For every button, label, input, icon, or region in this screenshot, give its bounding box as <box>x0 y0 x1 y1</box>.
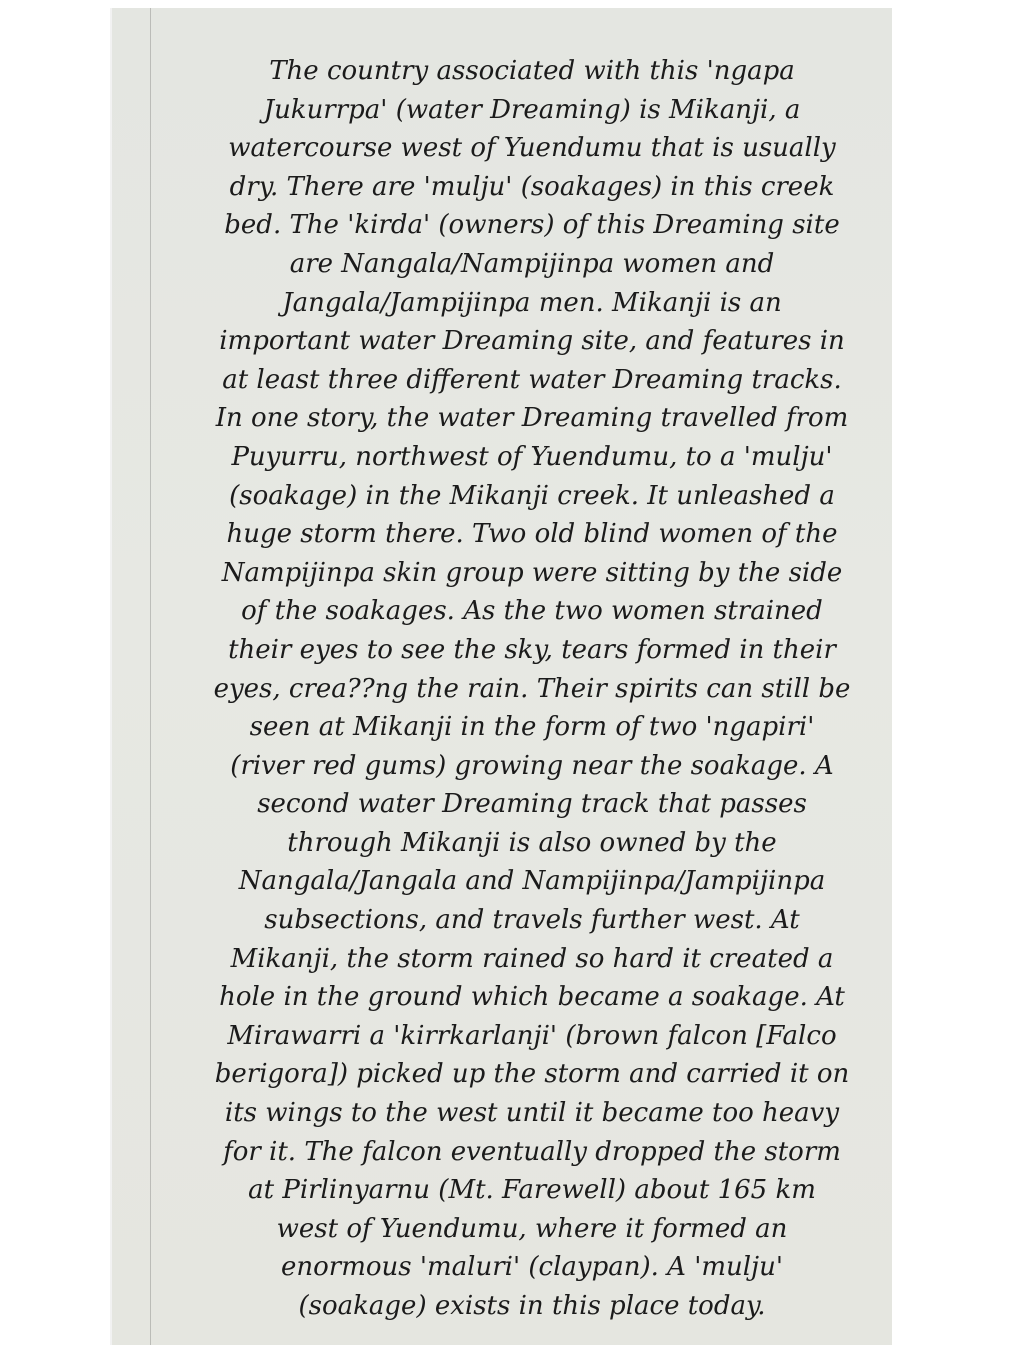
text-line: second water Dreaming track that passes <box>257 789 807 820</box>
text-line: hole in the ground which became a soakage. At <box>219 982 845 1013</box>
text-line: bed. The 'kirda' (owners) of this Dreaming site <box>224 210 840 241</box>
text-line: huge storm there. Two old blind women of the <box>226 519 838 550</box>
dreaming-story-text <box>172 52 892 1326</box>
text-line: Puyurru, northwest of Yuendumu, to a 'mulju' <box>231 441 833 472</box>
text-line: watercourse west of Yuendumu that is usually <box>228 133 836 164</box>
text-line: west of Yuendumu, where it formed an <box>276 1213 788 1244</box>
text-line: seen at Mikanji in the form of two 'ngapiri' <box>249 712 815 743</box>
text-line: The country associated with this 'ngapa <box>269 56 795 86</box>
text-line: Nangala/Jangala and Nampijinpa/Jampijinpa <box>238 866 826 897</box>
text-line: (soakage) in the Mikanji creek. It unleashed a <box>229 480 835 511</box>
text-line: their eyes to see the sky, tears formed in their <box>228 634 836 665</box>
text-line: dry. There are 'mulju' (soakages) in this creek <box>229 171 835 202</box>
text-line: at Pirlinyarnu (Mt. Farewell) about 165 km <box>248 1175 816 1206</box>
text-line: at least three different water Dreaming tracks. <box>222 364 842 395</box>
text-line: of the soakages. As the two women strained <box>241 596 823 627</box>
text-line: important water Dreaming site, and features in <box>219 326 845 357</box>
text-line: for it. The falcon eventually dropped the storm <box>223 1136 841 1167</box>
text-line: eyes, crea??ng the rain. Their spirits can still be <box>213 673 851 704</box>
text-line: Jukurrpa' (water Dreaming) is Mikanji, a <box>263 94 801 125</box>
text-line: through Mikanji is also owned by the <box>287 827 777 858</box>
text-line: Nampijinpa skin group were sitting by the side <box>221 557 843 588</box>
text-line: enormous 'maluri' (claypan). A 'mulju' <box>280 1252 784 1283</box>
text-line: Mikanji, the storm rained so hard it created a <box>230 943 834 974</box>
text-line: are Nangala/Nampijinpa women and <box>289 248 775 279</box>
fold-line <box>150 8 151 1345</box>
text-line: Mirawarri a 'kirrkarlanji' (brown falcon [Falco <box>227 1020 837 1051</box>
text-line: berigora]) picked up the storm and carried it on <box>214 1059 850 1090</box>
text-line: (soakage) exists in this place today. <box>298 1291 766 1321</box>
text-line: its wings to the west until it became too heavy <box>224 1098 840 1129</box>
text-line: In one story, the water Dreaming travelled from <box>215 403 849 434</box>
paper-sheet <box>112 8 892 1345</box>
text-line: (river red gums) growing near the soakage. A <box>230 750 834 781</box>
text-line: subsections, and travels further west. At <box>264 905 800 936</box>
text-line: Jangala/Jampijinpa men. Mikanji is an <box>282 287 782 318</box>
